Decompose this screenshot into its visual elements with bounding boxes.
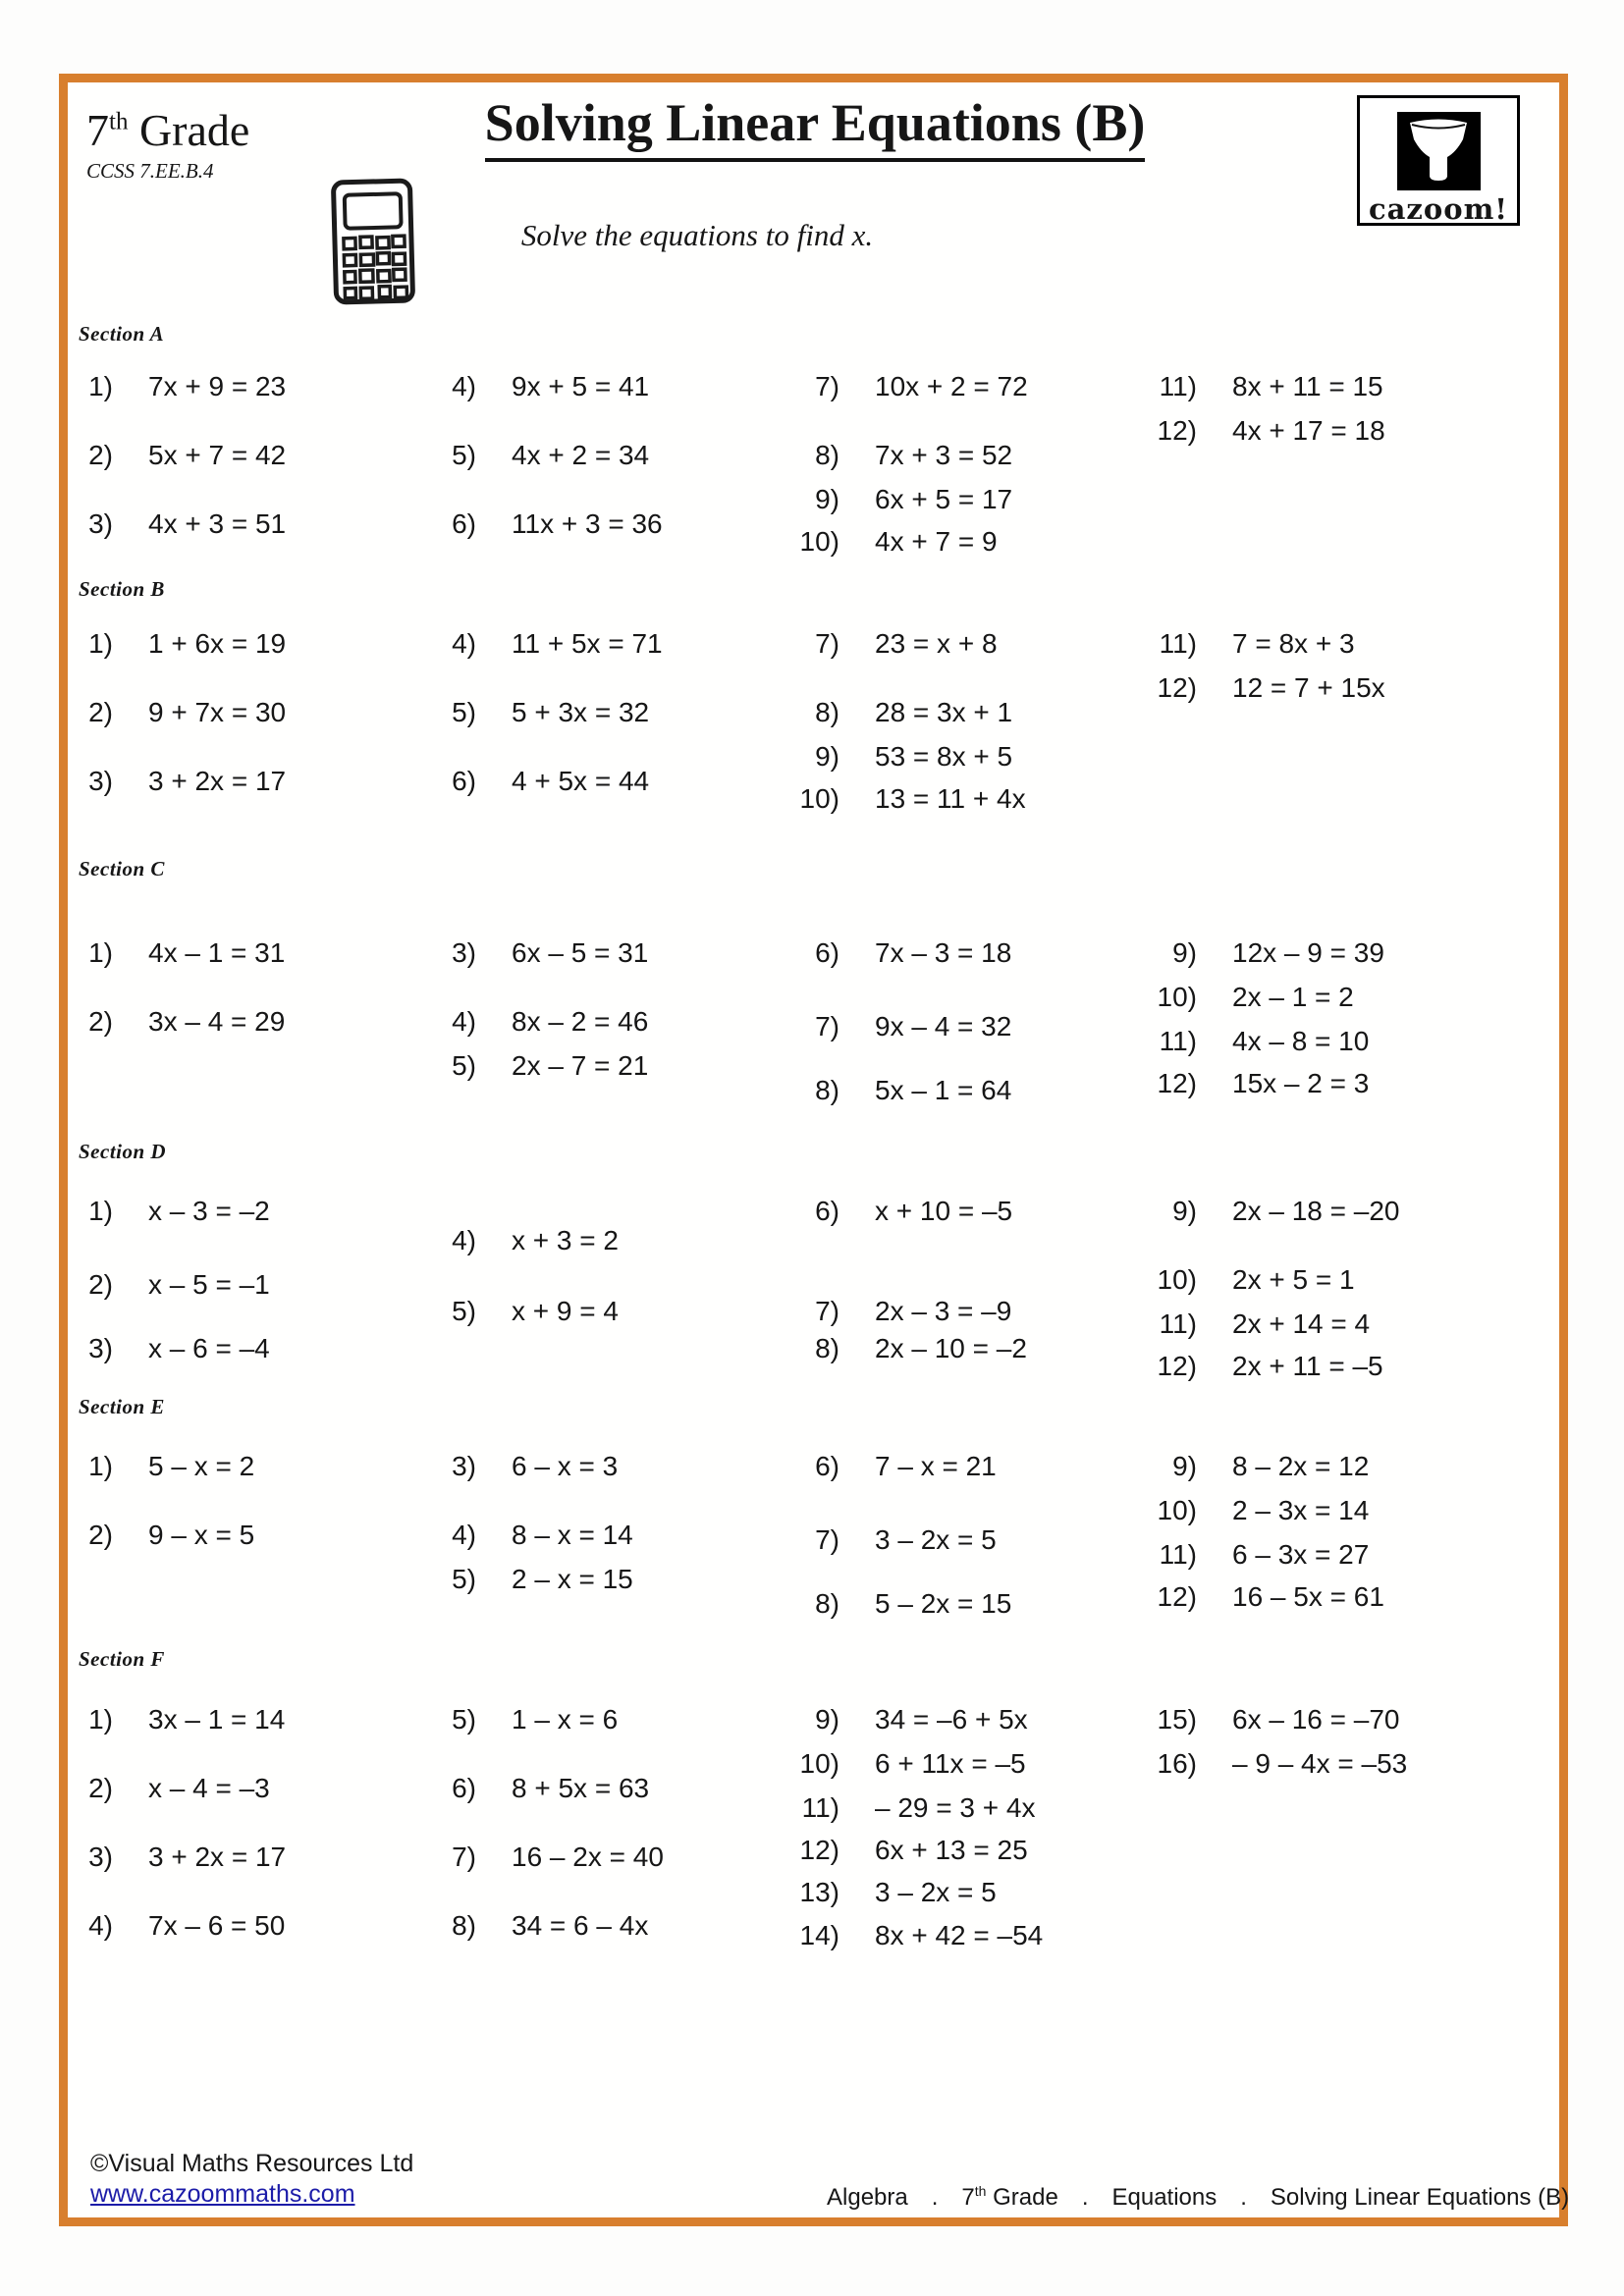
equation-text: – 9 – 4x = –53 xyxy=(1232,1748,1408,1779)
equation-text: 3 + 2x = 17 xyxy=(148,766,287,796)
equation-item xyxy=(403,937,648,969)
equation-text: 8 – 2x = 12 xyxy=(1232,1451,1370,1481)
equation-text: 11 + 5x = 71 xyxy=(512,628,663,659)
equation-number: 1) xyxy=(88,628,113,659)
equation-text: 6 + 11x = –5 xyxy=(875,1748,1026,1779)
equation-text: 5x + 7 = 42 xyxy=(148,440,287,470)
equation-number: 7) xyxy=(815,1296,839,1326)
equation-text: 3 – 2x = 5 xyxy=(875,1524,997,1555)
equation-number: 4) xyxy=(452,628,476,659)
equation-text: 2x – 7 = 21 xyxy=(512,1050,649,1081)
equation-number: 12) xyxy=(1157,415,1197,446)
equation-text: 16 – 5x = 61 xyxy=(1232,1581,1384,1612)
equation-item xyxy=(403,628,663,660)
breadcrumb-item: Solving Linear Equations (B) xyxy=(1270,2184,1570,2211)
equation-number: 8) xyxy=(815,440,839,470)
equation-item xyxy=(1123,1539,1369,1571)
equation-text: 9 – x = 5 xyxy=(148,1520,255,1550)
breadcrumb-item: Equations xyxy=(1111,2184,1218,2211)
section-label: Section A xyxy=(79,322,165,346)
equation-item xyxy=(39,1333,270,1364)
equation-text: 12 = 7 + 15x xyxy=(1232,672,1385,703)
equation-number: 6) xyxy=(815,937,839,968)
equation-text: 2x – 3 = –9 xyxy=(875,1296,1012,1326)
equation-number: 3) xyxy=(88,1842,113,1872)
equation-number: 9) xyxy=(1172,1451,1197,1481)
equation-item xyxy=(766,1075,1011,1106)
equation-item xyxy=(403,1451,618,1482)
equation-text: – 29 = 3 + 4x xyxy=(875,1792,1036,1823)
equation-item xyxy=(403,1773,649,1804)
worksheet-instruction: Solve the equations to find x. xyxy=(520,218,874,252)
equation-number: 8) xyxy=(815,1333,839,1363)
equation-text: 4 + 5x = 44 xyxy=(512,766,650,796)
section-label: Section F xyxy=(79,1647,165,1671)
equation-item xyxy=(1123,1451,1369,1482)
equation-text: x – 6 = –4 xyxy=(148,1333,270,1363)
equation-item xyxy=(766,440,1012,471)
equation-item xyxy=(403,1842,664,1873)
equation-number: 1) xyxy=(88,1451,113,1481)
equation-item xyxy=(403,508,663,540)
equation-text: 4x – 8 = 10 xyxy=(1232,1026,1370,1056)
equation-number: 4) xyxy=(88,1910,113,1941)
equation-number: 3) xyxy=(88,766,113,796)
equation-item xyxy=(766,1835,1028,1866)
equation-text: 4x – 1 = 31 xyxy=(148,937,286,968)
equation-item xyxy=(39,1269,270,1301)
breadcrumb-separator: . xyxy=(931,2184,939,2211)
equation-number: 3) xyxy=(452,937,476,968)
equation-number: 8) xyxy=(815,1075,839,1105)
equation-number: 10) xyxy=(799,1748,839,1779)
equation-item xyxy=(766,484,1012,515)
equation-item xyxy=(39,628,286,660)
breadcrumb-grade-suffix: th xyxy=(974,2183,987,2199)
equation-text: 12x – 9 = 39 xyxy=(1232,937,1384,968)
equation-number: 11) xyxy=(801,1792,839,1823)
equation-number: 9) xyxy=(815,1704,839,1735)
equation-number: 5) xyxy=(452,1050,476,1081)
equation-number: 16) xyxy=(1157,1748,1197,1779)
ccss-standard-label: CCSS 7.EE.B.4 xyxy=(86,159,214,183)
grade-number: 7 xyxy=(86,105,109,155)
equation-item xyxy=(1123,1264,1355,1296)
equation-number: 14) xyxy=(799,1920,839,1950)
equation-item xyxy=(1123,1351,1383,1382)
equation-text: 23 = x + 8 xyxy=(875,628,998,659)
equation-item xyxy=(39,1773,270,1804)
equation-text: 6x + 5 = 17 xyxy=(875,484,1013,514)
equation-text: x – 5 = –1 xyxy=(148,1269,270,1300)
equation-item xyxy=(766,697,1012,728)
equation-item xyxy=(1123,1495,1369,1526)
equation-text: 7x + 9 = 23 xyxy=(148,371,287,401)
equation-item xyxy=(39,1006,285,1038)
equation-text: 4x + 3 = 51 xyxy=(148,508,287,539)
equation-text: 28 = 3x + 1 xyxy=(875,697,1013,727)
equation-number: 12) xyxy=(1157,1581,1197,1612)
equation-text: x + 9 = 4 xyxy=(512,1296,619,1326)
section-label: Section B xyxy=(79,577,165,601)
equation-item xyxy=(766,1792,1035,1824)
equation-text: 5 – 2x = 15 xyxy=(875,1588,1012,1619)
equation-number: 3) xyxy=(88,1333,113,1363)
equation-text: x + 3 = 2 xyxy=(512,1225,619,1255)
equation-text: 3x – 4 = 29 xyxy=(148,1006,286,1037)
drum-icon xyxy=(1398,114,1480,188)
equation-item xyxy=(403,440,649,471)
equation-item xyxy=(403,766,649,797)
equation-number: 11) xyxy=(1159,628,1197,659)
equation-number: 7) xyxy=(815,1011,839,1041)
equation-text: 9x – 4 = 32 xyxy=(875,1011,1012,1041)
equation-text: 8x – 2 = 46 xyxy=(512,1006,649,1037)
equation-text: 5x – 1 = 64 xyxy=(875,1075,1012,1105)
equation-text: 4x + 17 = 18 xyxy=(1232,415,1385,446)
equation-text: 2 – 3x = 14 xyxy=(1232,1495,1370,1525)
equation-number: 9) xyxy=(815,484,839,514)
equation-number: 2) xyxy=(88,1773,113,1803)
breadcrumb-separator: . xyxy=(1081,2184,1089,2211)
equation-text: 2x – 10 = –2 xyxy=(875,1333,1027,1363)
equation-item xyxy=(403,371,649,402)
equation-text: 3 – 2x = 5 xyxy=(875,1877,997,1907)
equation-number: 5) xyxy=(452,1704,476,1735)
equation-item xyxy=(766,526,998,558)
equation-item xyxy=(766,371,1028,402)
equation-item xyxy=(1123,1308,1370,1340)
equation-text: 4x + 7 = 9 xyxy=(875,526,998,557)
equation-item xyxy=(766,1196,1012,1227)
equation-number: 8) xyxy=(815,697,839,727)
equation-number: 1) xyxy=(88,1196,113,1226)
logo-drum-panel xyxy=(1397,112,1481,190)
equation-number: 8) xyxy=(815,1588,839,1619)
equation-text: 7x – 3 = 18 xyxy=(875,937,1012,968)
equation-number: 7) xyxy=(815,628,839,659)
equation-item xyxy=(403,1050,648,1082)
equation-number: 6) xyxy=(452,508,476,539)
equation-item xyxy=(39,1704,285,1735)
equation-number: 1) xyxy=(88,371,113,401)
equation-item xyxy=(403,1296,619,1327)
equation-text: 2x + 14 = 4 xyxy=(1232,1308,1371,1339)
logo-text: cazoom! xyxy=(1368,192,1509,226)
equation-item xyxy=(766,1524,997,1556)
equation-number: 6) xyxy=(815,1451,839,1481)
equation-item xyxy=(1123,415,1385,447)
equation-text: 9 + 7x = 30 xyxy=(148,697,287,727)
equation-number: 11) xyxy=(1159,1539,1197,1570)
equation-number: 7) xyxy=(452,1842,476,1872)
equation-item xyxy=(1123,1581,1384,1613)
equation-item xyxy=(39,766,286,797)
equation-item xyxy=(766,783,1026,815)
section-label: Section E xyxy=(79,1395,165,1418)
equation-number: 9) xyxy=(1172,1196,1197,1226)
equation-text: 2 – x = 15 xyxy=(512,1564,633,1594)
equation-number: 2) xyxy=(88,1269,113,1300)
equation-number: 4) xyxy=(452,1006,476,1037)
equation-text: 8 + 5x = 63 xyxy=(512,1773,650,1803)
equation-item xyxy=(1123,672,1385,704)
equation-number: 10) xyxy=(1157,1495,1197,1525)
equation-item xyxy=(403,1006,648,1038)
equation-number: 6) xyxy=(452,766,476,796)
equation-text: 8x + 11 = 15 xyxy=(1232,371,1383,401)
equation-text: 6x – 16 = –70 xyxy=(1232,1704,1400,1735)
equation-text: x – 4 = –3 xyxy=(148,1773,270,1803)
equation-item xyxy=(1123,1196,1399,1227)
equation-number: 10) xyxy=(1157,982,1197,1012)
equation-text: 53 = 8x + 5 xyxy=(875,741,1013,772)
equation-item xyxy=(766,1920,1043,1951)
breadcrumb-item: Algebra xyxy=(827,2184,908,2211)
equation-item xyxy=(39,937,285,969)
equation-number: 10) xyxy=(1157,1264,1197,1295)
equation-item xyxy=(1123,1704,1399,1735)
equation-number: 1) xyxy=(88,1704,113,1735)
equation-text: 3x – 1 = 14 xyxy=(148,1704,286,1735)
equation-item xyxy=(1123,628,1355,660)
grade-word: Grade xyxy=(128,105,250,155)
equation-item xyxy=(39,440,286,471)
equation-item xyxy=(766,1451,997,1482)
breadcrumb-grade-number: 7 xyxy=(961,2184,975,2211)
equation-item xyxy=(39,508,286,540)
equation-number: 8) xyxy=(452,1910,476,1941)
breadcrumb-item xyxy=(961,2183,1057,2212)
equation-text: 34 = 6 – 4x xyxy=(512,1910,649,1941)
equation-text: 2x + 11 = –5 xyxy=(1232,1351,1383,1381)
equation-text: x + 10 = –5 xyxy=(875,1196,1013,1226)
equation-number: 2) xyxy=(88,697,113,727)
equation-text: 8x + 42 = –54 xyxy=(875,1920,1044,1950)
equation-item xyxy=(766,1588,1011,1620)
equation-item xyxy=(1123,1068,1369,1099)
equation-item xyxy=(403,1520,633,1551)
equation-item xyxy=(766,1333,1027,1364)
equation-text: 7 – x = 21 xyxy=(875,1451,997,1481)
equation-number: 7) xyxy=(815,1524,839,1555)
equation-item xyxy=(1123,1026,1369,1057)
equation-number: 15) xyxy=(1157,1704,1197,1735)
copyright-text: ©Visual Maths Resources Ltd xyxy=(90,2150,414,2177)
equation-number: 1) xyxy=(88,937,113,968)
equation-item xyxy=(403,1704,618,1735)
equation-number: 11) xyxy=(1159,1026,1197,1056)
equation-item xyxy=(766,1704,1028,1735)
equation-item xyxy=(39,697,286,728)
equation-text: 2x + 5 = 1 xyxy=(1232,1264,1355,1295)
equation-number: 2) xyxy=(88,1006,113,1037)
equation-item xyxy=(403,1564,633,1595)
equation-number: 12) xyxy=(799,1835,839,1865)
equation-text: 6x – 5 = 31 xyxy=(512,937,649,968)
equation-text: 4x + 2 = 34 xyxy=(512,440,650,470)
equation-number: 4) xyxy=(452,371,476,401)
equation-item xyxy=(766,628,998,660)
equation-number: 2) xyxy=(88,440,113,470)
equation-text: 1 + 6x = 19 xyxy=(148,628,287,659)
equation-text: 13 = 11 + 4x xyxy=(875,783,1026,814)
equation-text: 15x – 2 = 3 xyxy=(1232,1068,1370,1098)
equation-text: 7 = 8x + 3 xyxy=(1232,628,1355,659)
equation-number: 12) xyxy=(1157,1068,1197,1098)
equation-number: 9) xyxy=(1172,937,1197,968)
equation-item xyxy=(403,1910,648,1942)
worksheet-title xyxy=(383,92,1247,162)
equation-text: 11x + 3 = 36 xyxy=(512,508,663,539)
equation-number: 6) xyxy=(815,1196,839,1226)
equation-item xyxy=(766,937,1011,969)
website-link[interactable]: www.cazoommaths.com xyxy=(90,2180,355,2208)
equation-number: 12) xyxy=(1157,1351,1197,1381)
equation-item xyxy=(39,371,286,402)
equation-text: 7x + 3 = 52 xyxy=(875,440,1013,470)
breadcrumb-separator: . xyxy=(1240,2184,1247,2211)
equation-text: 6 – 3x = 27 xyxy=(1232,1539,1370,1570)
equation-number: 4) xyxy=(452,1225,476,1255)
equation-number: 2) xyxy=(88,1520,113,1550)
equation-number: 9) xyxy=(815,741,839,772)
equation-text: 2x – 1 = 2 xyxy=(1232,982,1354,1012)
equation-item xyxy=(766,741,1012,773)
equation-text: 1 – x = 6 xyxy=(512,1704,619,1735)
worksheet-title-text: Solving Linear Equations (B) xyxy=(485,92,1146,162)
equation-number: 12) xyxy=(1157,672,1197,703)
equation-item xyxy=(1123,1748,1407,1780)
equation-number: 7) xyxy=(815,371,839,401)
equation-item xyxy=(39,1842,286,1873)
equation-number: 10) xyxy=(799,526,839,557)
section-label: Section C xyxy=(79,857,165,881)
section-label: Section D xyxy=(79,1140,167,1163)
equation-text: 3 + 2x = 17 xyxy=(148,1842,287,1872)
equation-number: 4) xyxy=(452,1520,476,1550)
equation-text: x – 3 = –2 xyxy=(148,1196,270,1226)
equation-item xyxy=(39,1520,254,1551)
equation-item xyxy=(403,697,649,728)
cazoom-logo xyxy=(1357,95,1520,226)
equation-item xyxy=(766,1011,1011,1042)
equation-item xyxy=(39,1451,254,1482)
grade-ordinal-suffix: th xyxy=(109,108,129,135)
equation-text: 6x + 13 = 25 xyxy=(875,1835,1028,1865)
equation-number: 10) xyxy=(799,783,839,814)
equation-item xyxy=(766,1877,997,1908)
equation-number: 5) xyxy=(452,1296,476,1326)
equation-number: 5) xyxy=(452,440,476,470)
equation-text: 5 + 3x = 32 xyxy=(512,697,650,727)
equation-number: 13) xyxy=(799,1877,839,1907)
equation-number: 11) xyxy=(1159,371,1197,401)
equation-item xyxy=(39,1910,285,1942)
equation-text: 34 = –6 + 5x xyxy=(875,1704,1028,1735)
footer-breadcrumb xyxy=(827,2183,1569,2212)
equation-item xyxy=(1123,371,1383,402)
equation-text: 5 – x = 2 xyxy=(148,1451,255,1481)
equation-item xyxy=(766,1748,1026,1780)
equation-text: 2x – 18 = –20 xyxy=(1232,1196,1400,1226)
equation-text: 16 – 2x = 40 xyxy=(512,1842,664,1872)
equation-item xyxy=(403,1225,619,1256)
equation-text: 8 – x = 14 xyxy=(512,1520,633,1550)
equation-text: 10x + 2 = 72 xyxy=(875,371,1028,401)
equation-item xyxy=(1123,937,1384,969)
equation-text: 6 – x = 3 xyxy=(512,1451,619,1481)
equation-text: 7x – 6 = 50 xyxy=(148,1910,286,1941)
equation-number: 5) xyxy=(452,1564,476,1594)
equation-number: 3) xyxy=(452,1451,476,1481)
equation-item xyxy=(39,1196,270,1227)
grade-label xyxy=(86,104,249,156)
equation-number: 3) xyxy=(88,508,113,539)
equation-item xyxy=(1123,982,1354,1013)
breadcrumb-grade-word: Grade xyxy=(986,2184,1058,2211)
equation-text: 9x + 5 = 41 xyxy=(512,371,650,401)
equation-number: 11) xyxy=(1159,1308,1197,1339)
equation-number: 6) xyxy=(452,1773,476,1803)
equation-number: 5) xyxy=(452,697,476,727)
equation-item xyxy=(766,1296,1011,1327)
